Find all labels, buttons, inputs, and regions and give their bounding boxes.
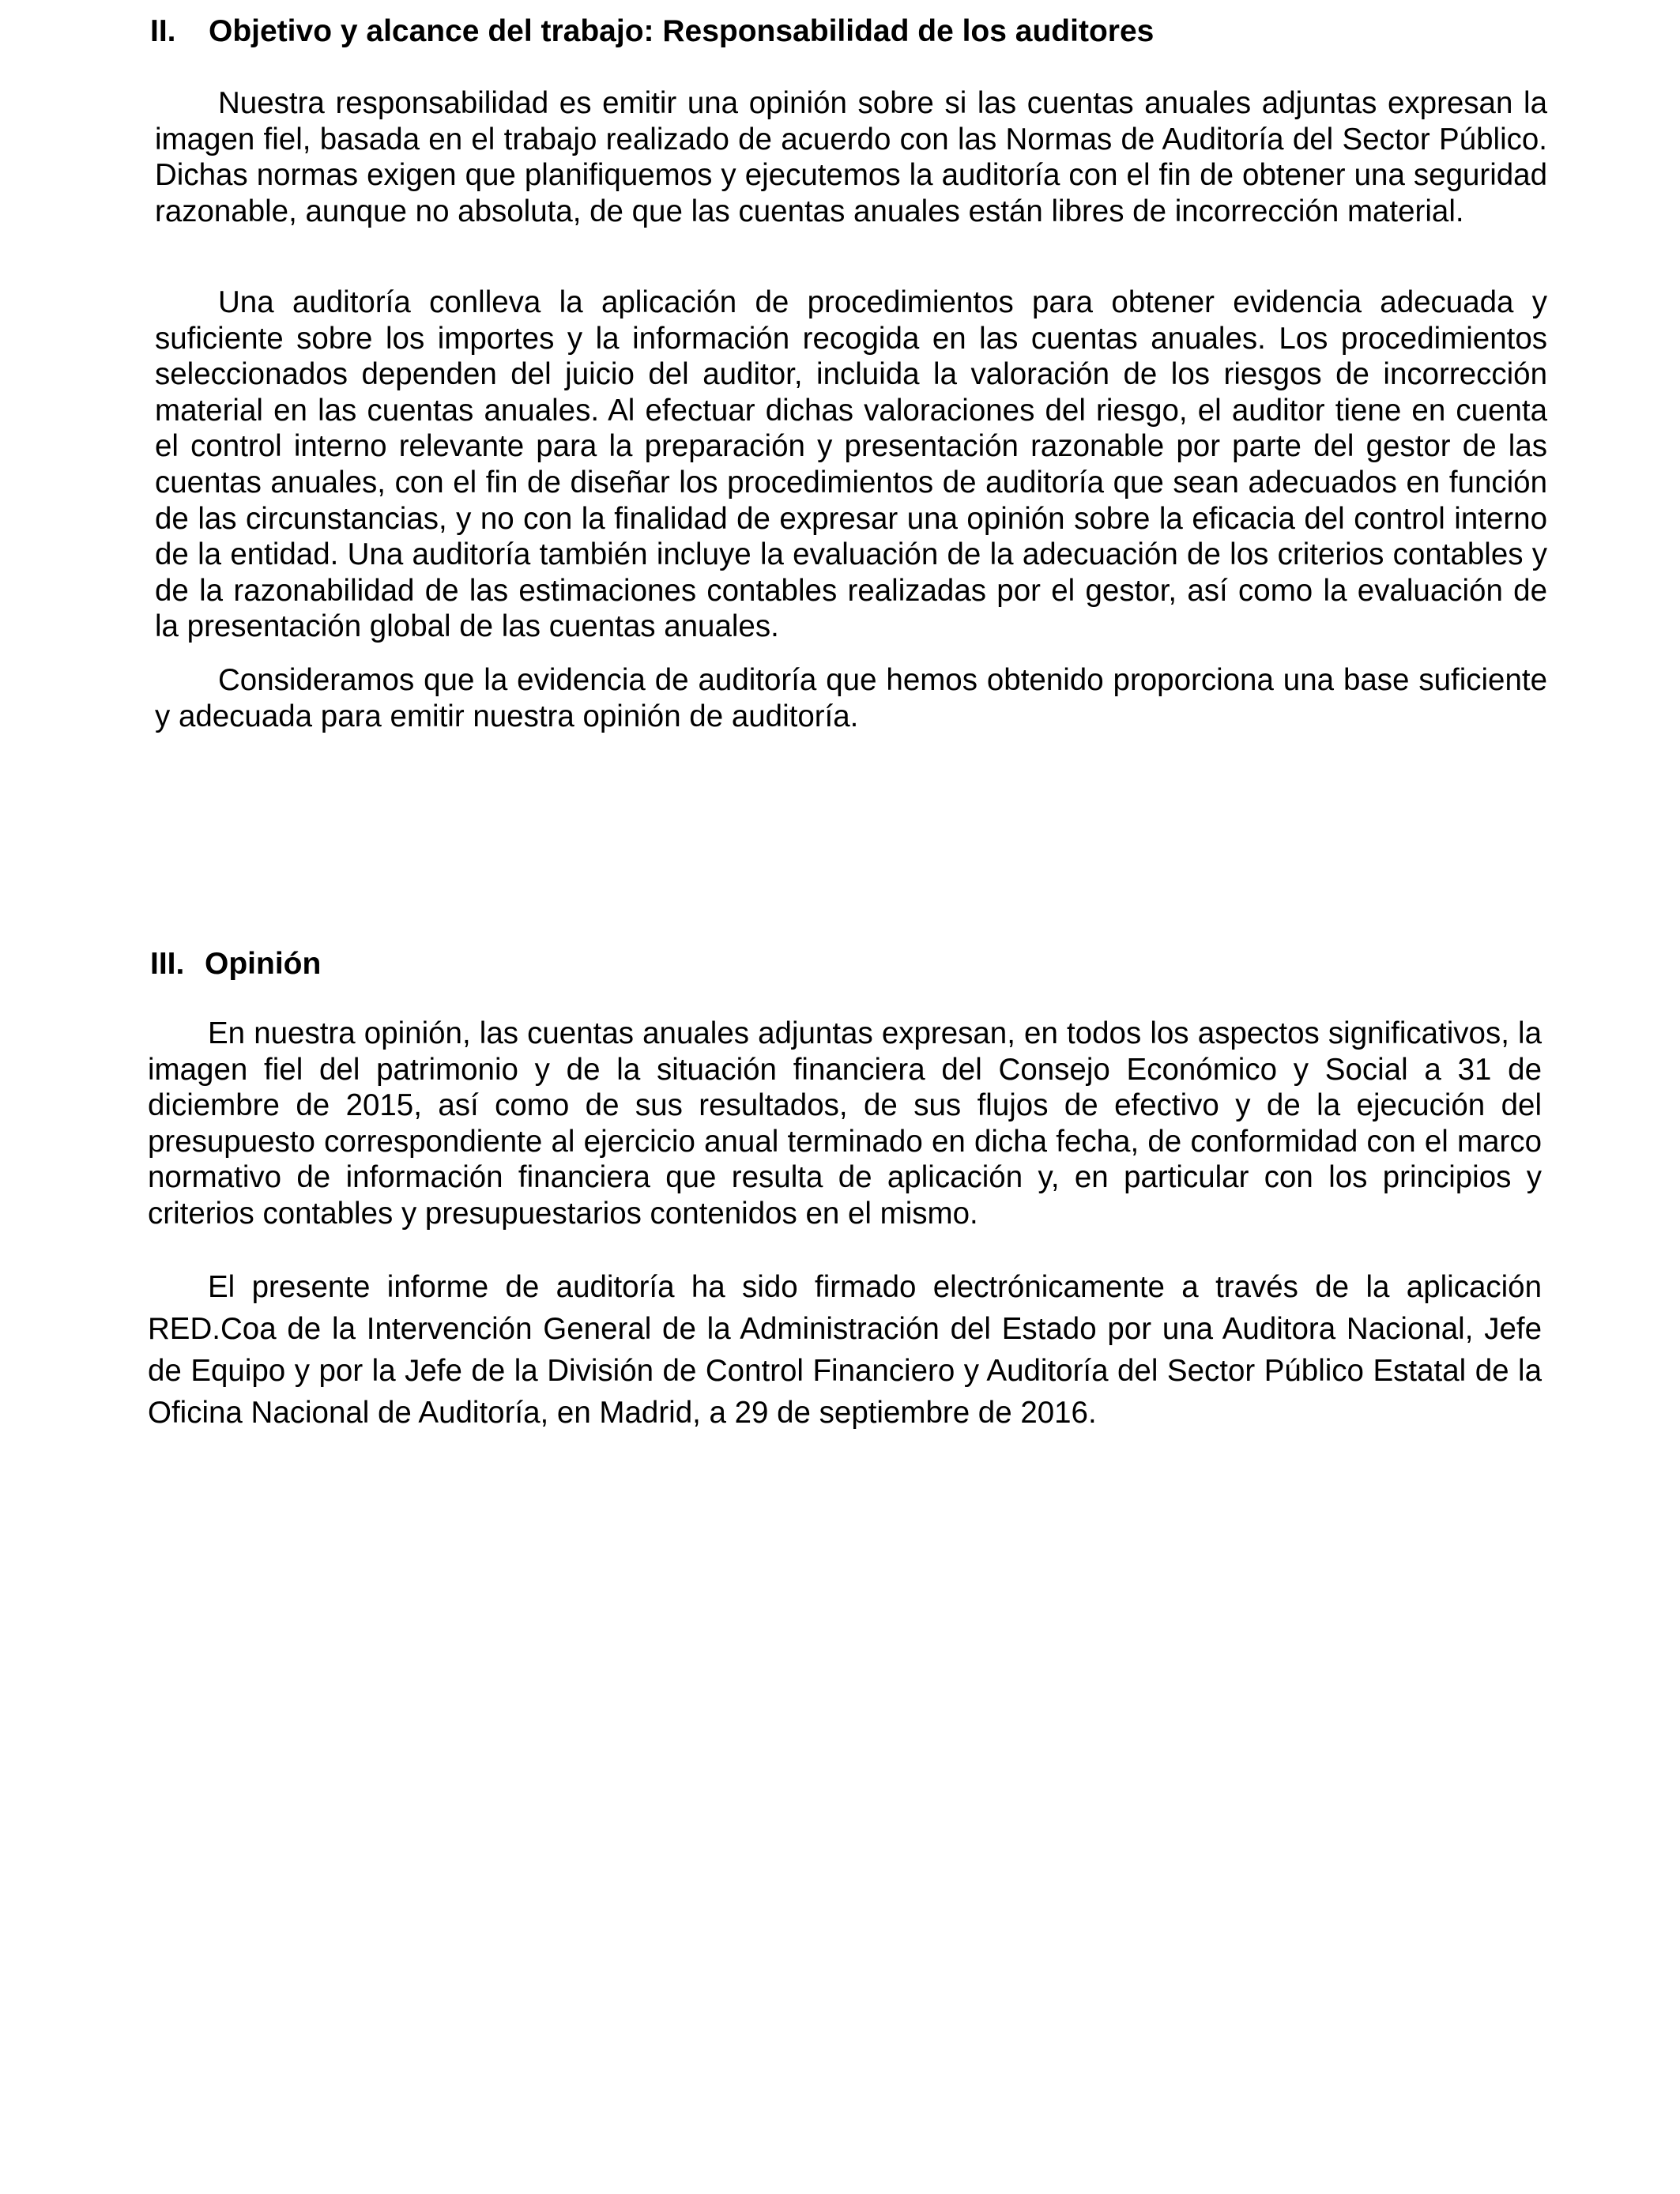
section-title: Objetivo y alcance del trabajo: Responsabilidad de los auditores: [209, 14, 1155, 48]
paragraph: Consideramos que la evidencia de auditoría que hemos obtenido proporciona una base suficiente y adecuada para emitir nuestra opinión de auditoría.: [155, 663, 1547, 733]
section-number: II.: [150, 14, 176, 48]
paragraph: En nuestra opinión, las cuentas anuales adjuntas expresan, en todos los aspectos significativos, la imagen fiel del patrimonio y de la situación financiera del Consejo Económico y Social a 31 de diciembre de 2015, así como de sus resultados, de sus flujos de efectivo y de la ejecución del presupuesto correspondiente al ejercicio anual terminado en dicha fecha, de conformidad con el marco normativo de información financiera que resulta de aplicación y, en particular con los principios y criterios contables y presupuestarios contenidos en el mismo.: [148, 1016, 1542, 1231]
paragraph: Una auditoría conlleva la aplicación de procedimientos para obtener evidencia adecuada y suficiente sobre los importes y la información recogida en las cuentas anuales. Los procedimientos seleccionados dependen del juicio del auditor, incluida la valoración de los riesgos de incorrección material en las cuentas anuales. Al efectuar dichas valoraciones del riesgo, el auditor tiene en cuenta el control interno relevante para la preparación y presentación razonable por parte del gestor de las cuentas anuales, con el fin de diseñar los procedimientos de auditoría que sean adecuados en función de las circunstancias, y no con la finalidad de expresar una opinión sobre la eficacia del control interno de la entidad. Una auditoría también incluye la evaluación de la adecuación de los criterios contables y de la razonabilidad de las estimaciones contables realizadas por el gestor, así como la evaluación de la presentación global de las cuentas anuales.: [155, 285, 1547, 644]
paragraph: El presente informe de auditoría ha sido firmado electrónicamente a través de la aplicación RED.Coa de la Intervención General de la Administración del Estado por una Auditora Nacional, Jefe de Equipo y por la Jefe de la División de Control Financiero y Auditoría del Sector Público Estatal de la Oficina Nacional de Auditoría, en Madrid, a 29 de septiembre de 2016.: [148, 1270, 1542, 1430]
section-title: Opinión: [205, 947, 322, 981]
section-heading: [150, 14, 1154, 49]
paragraph: Nuestra responsabilidad es emitir una opinión sobre si las cuentas anuales adjuntas expresan la imagen fiel, basada en el trabajo realizado de acuerdo con las Normas de Auditoría del Sector Público. Dichas normas exigen que planifiquemos y ejecutemos la auditoría con el fin de obtener una seguridad razonable, aunque no absoluta, de que las cuentas anuales están libres de incorrección material.: [155, 86, 1547, 228]
section-heading: [150, 947, 321, 982]
section-number: III.: [150, 947, 185, 981]
